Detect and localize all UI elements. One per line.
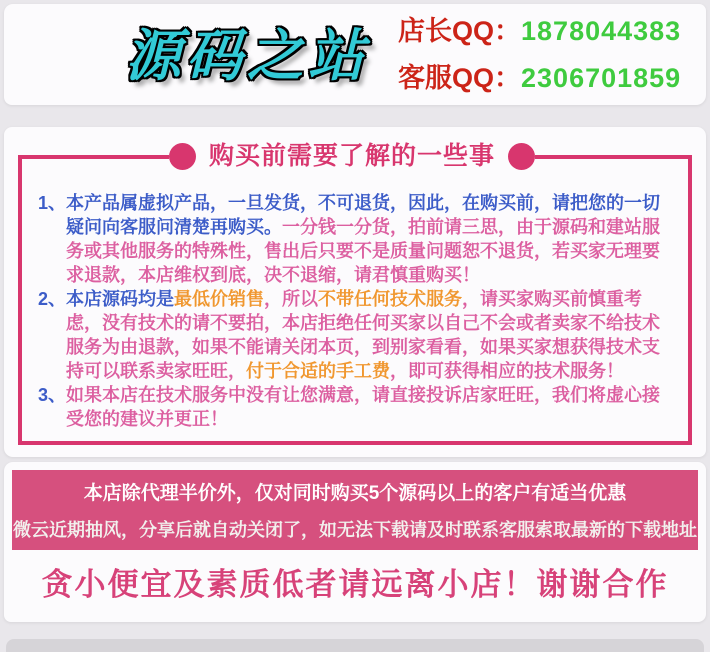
notice-text-segment: 本产品属虚拟产品，一旦发货，不可退货，因此，在购买前，请把您的一切疑问向客服问清楚再购买。 [66, 192, 661, 237]
notice-item [30, 191, 674, 287]
header-card [4, 4, 706, 105]
qq-contact-block [398, 17, 698, 93]
notice-text-segment: ，即可获得相应的技术服务！ [390, 360, 625, 381]
promo-line-download: 微云近期抽风，分享后就自动关闭了，如无法下载请及时联系客服索取最新的下载地址 [13, 520, 697, 540]
notice-text-segment: 一分钱一分货，拍前请三思，由于源码和建站服务或其他服务的特殊性，售出后只要不是质量问题恕不退货，若买家无理要求退款，本店维权到底，决不退缩，请君慎重购买！ [66, 216, 661, 285]
notice-text-segment: ，所以 [264, 288, 319, 309]
notice-list [30, 191, 674, 431]
notice-text-segment: 最低价销售 [174, 288, 265, 309]
promo-card [4, 462, 706, 622]
service-qq-label: 客服QQ： [398, 62, 522, 93]
owner-qq-number: 1878044383 [521, 16, 682, 46]
notice-item-number: 2、 [38, 288, 67, 309]
notice-item-number: 1、 [38, 192, 67, 213]
notice-item-text [66, 191, 674, 287]
notice-text-segment: 付于合适的手工费 [246, 360, 391, 381]
owner-qq-label: 店长QQ： [398, 16, 522, 46]
notice-text-segment: 如果本店在技术服务中没有让您满意，请直接投诉店家旺旺，我们将虚心接受您的建议并更正！ [66, 384, 661, 429]
notice-item-number: 3、 [38, 384, 67, 405]
notice-item-text [66, 383, 674, 431]
service-qq-row [398, 64, 698, 94]
notice-box [18, 143, 692, 445]
footer-warning: 贪小便宜及素质低者请远离小店！谢谢合作 [41, 567, 669, 602]
notice-title: 购买前需要了解的一些事 [208, 142, 495, 170]
service-qq-number: 2306701859 [521, 62, 682, 93]
site-title: 源码之站 [125, 24, 369, 87]
promo-line-discount: 本店除代理半价外，仅对同时购买5个源码以上的客户有适当优惠 [83, 483, 627, 504]
notice-legend [169, 143, 535, 171]
right-dot-icon [508, 143, 535, 170]
owner-qq-row [398, 17, 698, 47]
promo-banner [12, 470, 698, 550]
bottom-strip [6, 639, 704, 652]
left-dot-icon [169, 143, 196, 170]
notice-text-segment: 本店源码均是 [66, 288, 175, 309]
notice-card [4, 127, 706, 457]
notice-item [30, 383, 674, 431]
notice-item [30, 287, 674, 383]
notice-item-text [66, 287, 674, 383]
notice-text-segment: 不带任何技术服务 [318, 288, 463, 309]
notice-text-segment: ，请买家购买前慎重考虑，没有技术的请不要拍，本店拒绝任何买家以自己不会或者卖家不给技术服务为由退款，如果不能请关闭本页，到别家看看，如果买家想获得技术支持可以联系卖家旺旺， [66, 288, 661, 381]
